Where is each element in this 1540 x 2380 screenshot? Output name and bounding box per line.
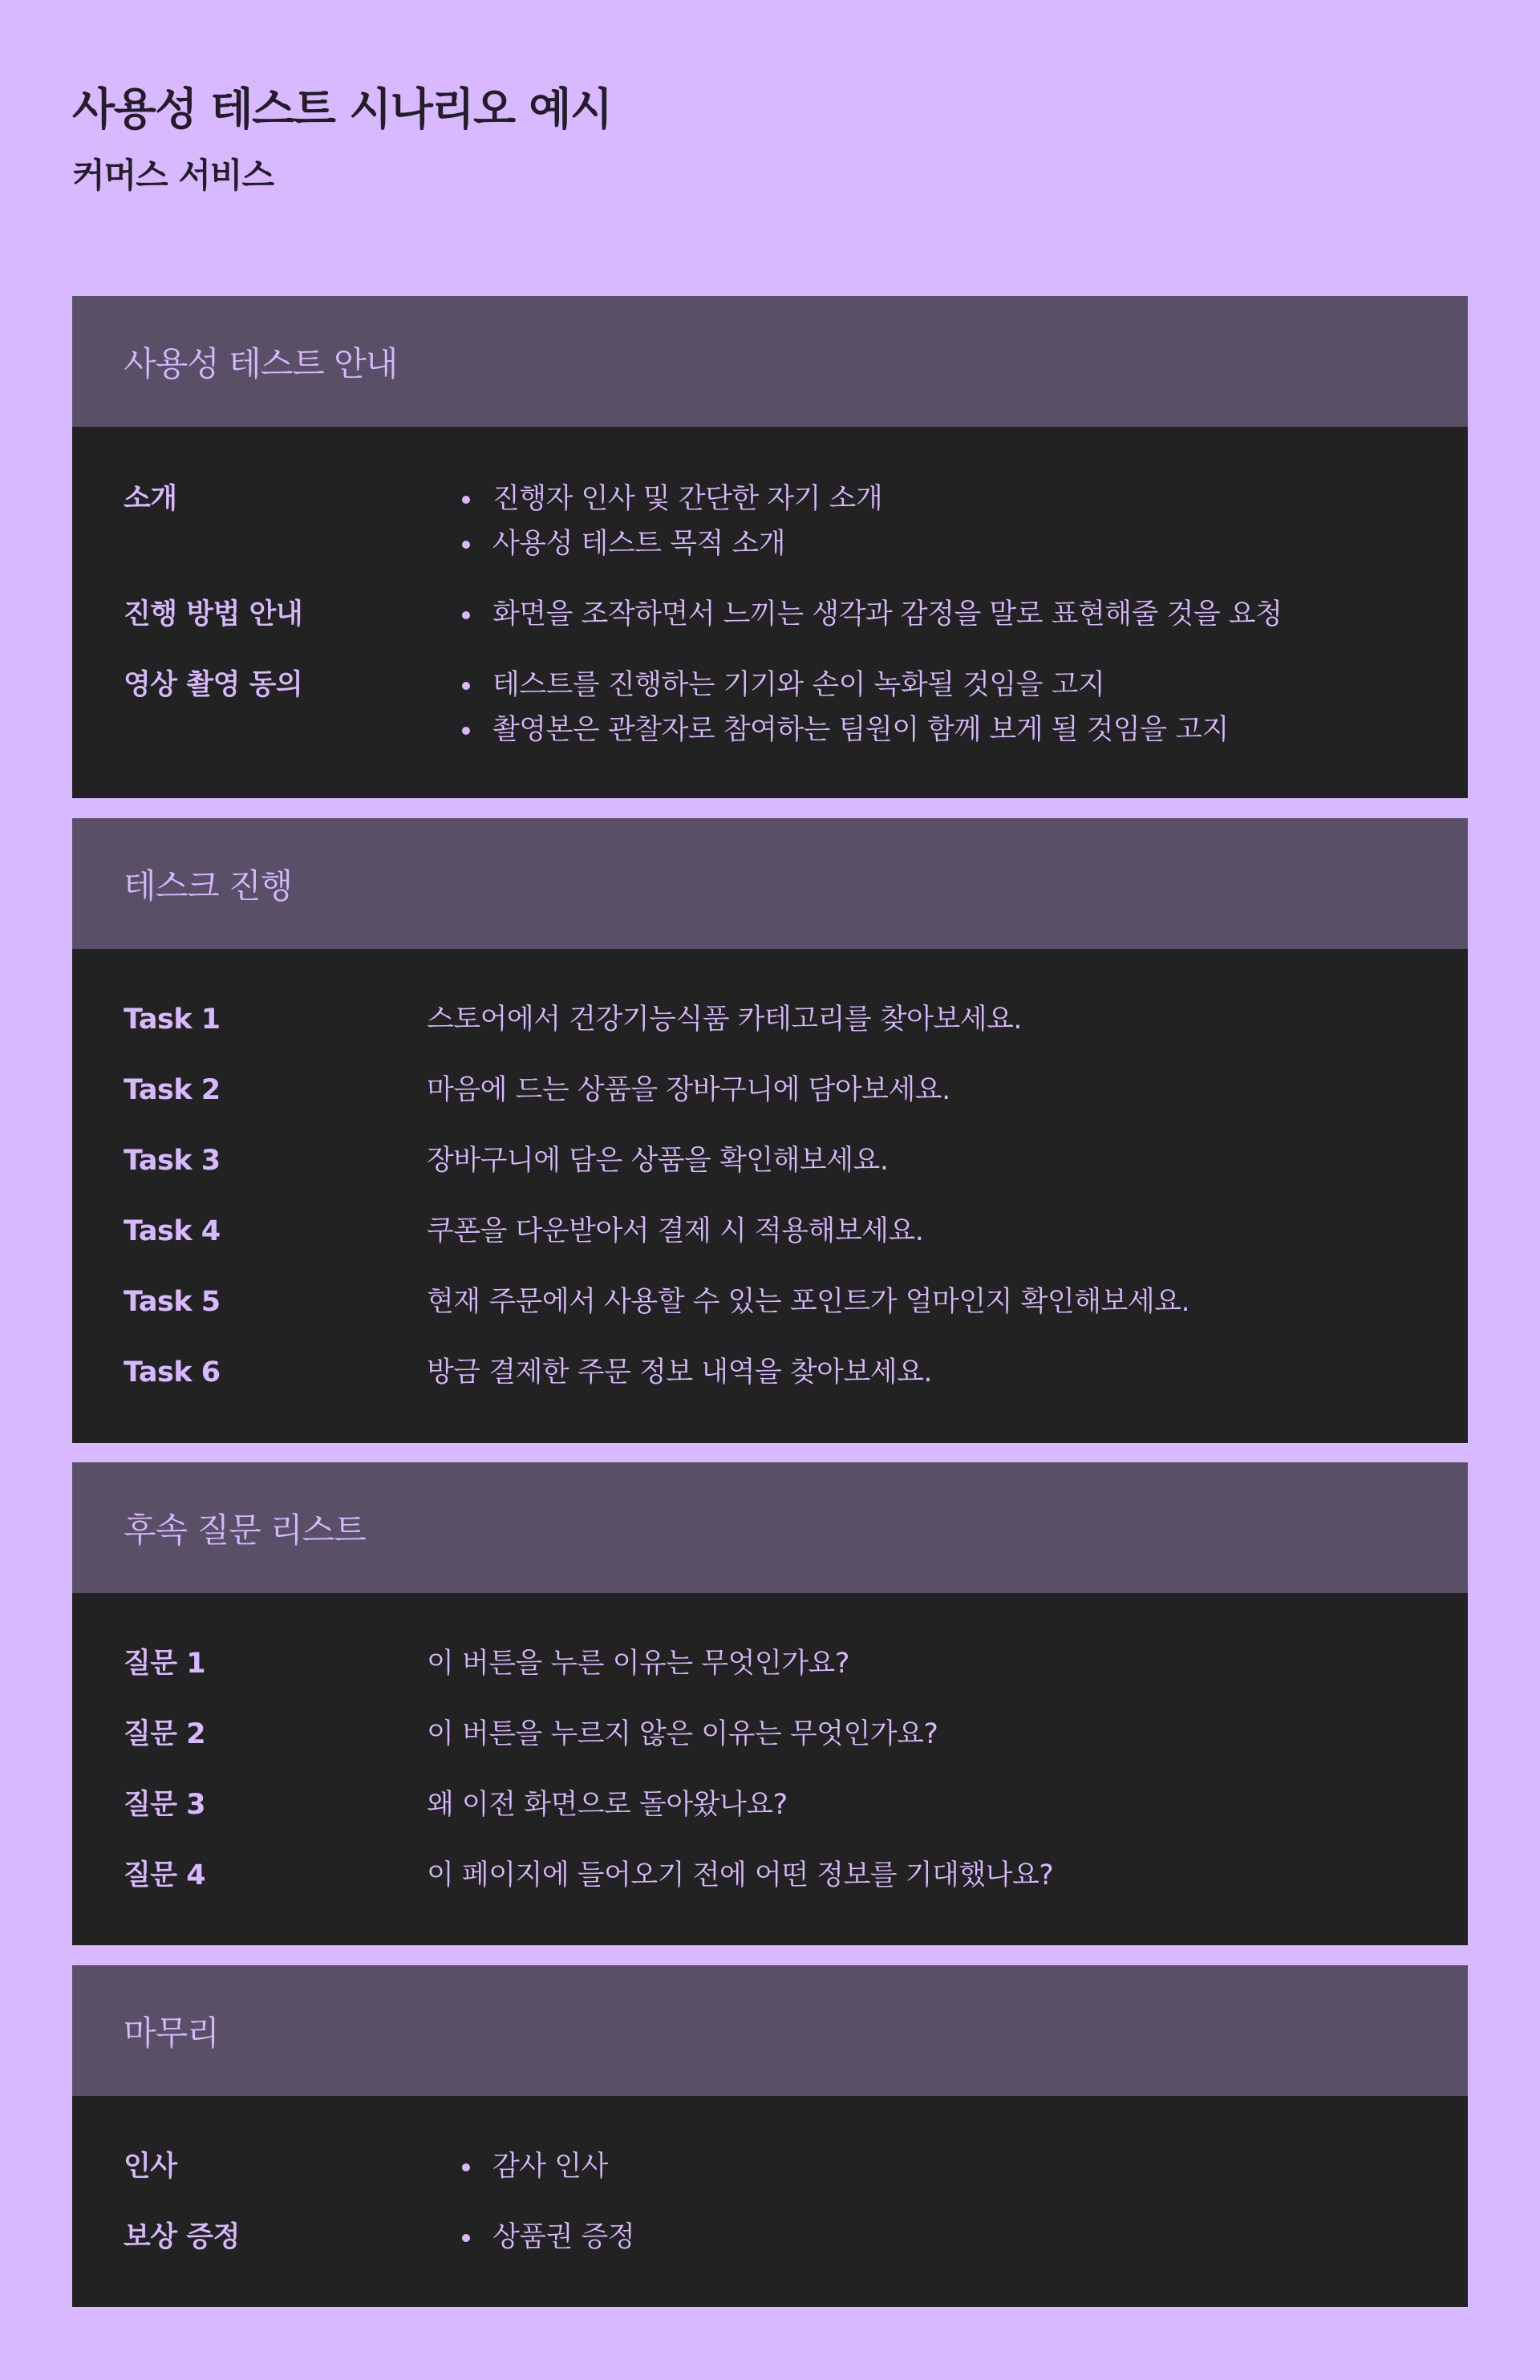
bullet-item: 테스트를 진행하는 기기와 손이 녹화될 것임을 고지 <box>444 663 1229 708</box>
task-row <box>124 1209 1468 1279</box>
row-value: 쿠폰을 다운받아서 결제 시 적용해보세요. <box>427 1215 924 1247</box>
section-title: 후속 질문 리스트 <box>124 1510 366 1550</box>
guide-row-method <box>124 592 1468 663</box>
row-label: 질문 2 <box>124 1718 206 1750</box>
task-row <box>124 1138 1468 1209</box>
section-wrap-up <box>72 1965 1468 2307</box>
section-header <box>72 818 1468 949</box>
question-row <box>124 1853 1468 1924</box>
row-label: 인사 <box>124 2151 177 2183</box>
row-value: 이 페이지에 들어오기 전에 어떤 정보를 기대했나요? <box>427 1859 1054 1891</box>
row-label: 진행 방법 안내 <box>124 598 303 630</box>
guide-row-consent <box>124 663 1468 752</box>
row-value: 현재 주문에서 사용할 수 있는 포인트가 얼마인지 확인해보세요. <box>427 1286 1190 1318</box>
section-tasks <box>72 818 1468 1443</box>
row-label: Task 6 <box>124 1356 221 1389</box>
bullet-list <box>444 2144 608 2189</box>
row-value: 왜 이전 화면으로 돌아왔나요? <box>427 1789 788 1821</box>
page-title: 사용성 테스트 시나리오 예시 <box>72 83 612 135</box>
wrapup-row-greeting <box>124 2144 1468 2215</box>
section-title: 테스크 진행 <box>124 866 293 906</box>
question-row <box>124 1712 1468 1782</box>
row-label: Task 2 <box>124 1074 221 1106</box>
row-label: 질문 1 <box>124 1648 206 1680</box>
row-label: 질문 4 <box>124 1859 206 1891</box>
section-body <box>72 1593 1468 1924</box>
page-subtitle: 커머스 서비스 <box>72 156 274 195</box>
row-label: Task 3 <box>124 1145 221 1177</box>
bullet-item: 진행자 인사 및 간단한 자기 소개 <box>444 476 882 521</box>
task-row <box>124 1279 1468 1350</box>
bullet-list <box>444 592 1282 637</box>
task-row <box>124 1350 1468 1421</box>
section-header <box>72 1965 1468 2096</box>
bullet-item: 상품권 증정 <box>444 2215 634 2260</box>
section-title: 사용성 테스트 안내 <box>124 343 398 383</box>
guide-row-intro <box>124 476 1468 592</box>
row-label: Task 4 <box>124 1215 221 1247</box>
bullet-item: 화면을 조작하면서 느끼는 생각과 감정을 말로 표현해줄 것을 요청 <box>444 592 1282 637</box>
section-body <box>72 2096 1468 2285</box>
section-body <box>72 949 1468 1421</box>
row-label: 보상 증정 <box>124 2221 240 2253</box>
question-row <box>124 1641 1468 1712</box>
section-body <box>72 427 1468 752</box>
row-label: Task 1 <box>124 1003 221 1036</box>
row-value: 방금 결제한 주문 정보 내역을 찾아보세요. <box>427 1356 933 1389</box>
row-value: 마음에 드는 상품을 장바구니에 담아보세요. <box>427 1074 950 1106</box>
row-label: 영상 촬영 동의 <box>124 669 303 701</box>
task-row <box>124 997 1468 1068</box>
row-value: 이 버튼을 누르지 않은 이유는 무엇인가요? <box>427 1718 938 1750</box>
bullet-item: 감사 인사 <box>444 2144 608 2189</box>
section-header <box>72 1462 1468 1593</box>
section-header <box>72 296 1468 427</box>
row-label: 질문 3 <box>124 1789 206 1821</box>
section-followup-questions <box>72 1462 1468 1945</box>
bullet-item: 사용성 테스트 목적 소개 <box>444 521 882 566</box>
row-label: 소개 <box>124 483 177 515</box>
bullet-list <box>444 2215 634 2260</box>
task-row <box>124 1068 1468 1138</box>
row-value: 이 버튼을 누른 이유는 무엇인가요? <box>427 1648 849 1680</box>
wrapup-row-reward <box>124 2215 1468 2285</box>
question-row <box>124 1782 1468 1853</box>
row-value: 장바구니에 담은 상품을 확인해보세요. <box>427 1145 889 1177</box>
bullet-list <box>444 663 1229 752</box>
row-label: Task 5 <box>124 1286 221 1318</box>
bullet-item: 촬영본은 관찰자로 참여하는 팀원이 함께 보게 될 것임을 고지 <box>444 708 1229 752</box>
section-test-guide <box>72 296 1468 798</box>
section-title: 마무리 <box>124 2013 219 2053</box>
bullet-list <box>444 476 882 566</box>
row-value: 스토어에서 건강기능식품 카테고리를 찾아보세요. <box>427 1003 1023 1036</box>
